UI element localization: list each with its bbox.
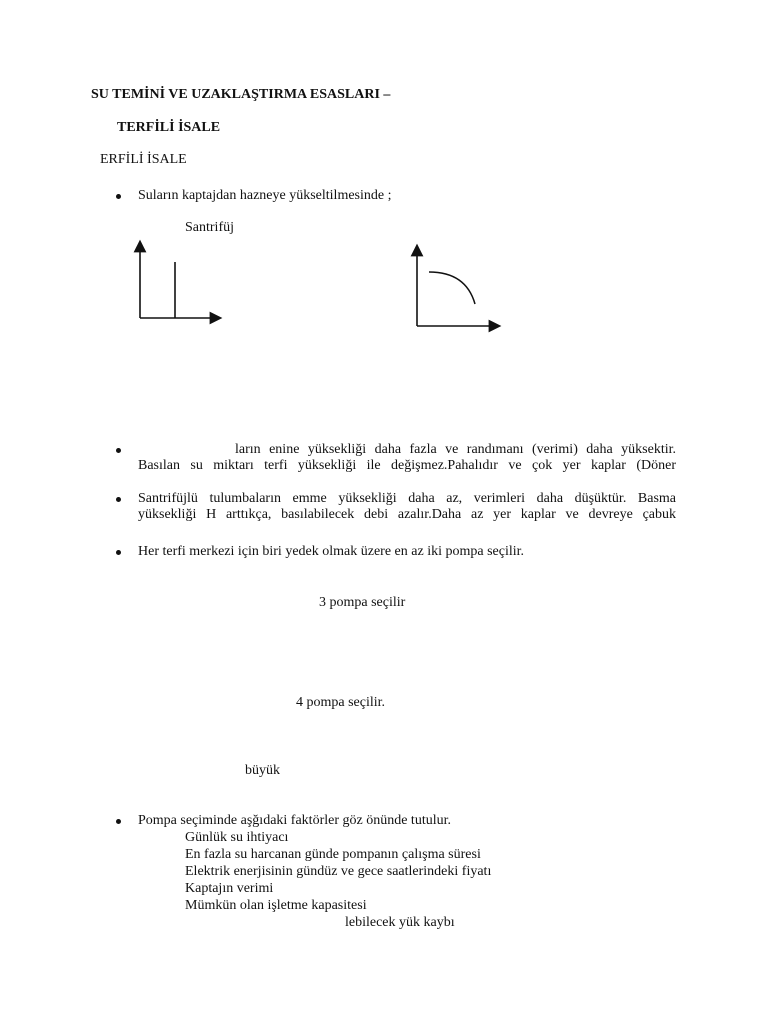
factor-item: Kaptajın verimi	[185, 881, 274, 896]
bullet-dot	[116, 194, 121, 199]
factor-item: Günlük su ihtiyacı	[185, 830, 289, 845]
section-subheading: ERFİLİ İSALE	[100, 152, 187, 167]
factor-item: En fazla su harcanan günde pompanın çalışma süresi	[185, 847, 481, 862]
factor-continuation: lebilecek yük kaybı	[345, 915, 455, 930]
note-three-pumps: 3 pompa seçilir	[319, 595, 406, 610]
chart-label: Santrifüj	[185, 220, 234, 235]
bullet-text-3: Santrifüjlü tulumbaların emme yüksekliği daha az, verimleri daha düşüktür. Basma yüksekliği H arttıkça, basılabilecek debi azalır.Daha az yer kaplar ve devreye çabuk	[138, 491, 676, 522]
factor-item: Elektrik enerjisinin gündüz ve gece saatlerindeki fiyatı	[185, 864, 492, 879]
bullet-dot	[116, 550, 121, 555]
bullet-text-4: Her terfi merkezi için biri yedek olmak üzere en az iki pompa seçilir.	[138, 544, 525, 559]
section-title: TERFİLİ İSALE	[117, 120, 221, 135]
bullet-dot	[116, 497, 121, 502]
bullet-text-5: Pompa seçiminde aşğıdaki faktörler göz önünde tutulur.	[138, 813, 451, 828]
bullet-text-1: Suların kaptajdan hazneye yükseltilmesinde ;	[138, 188, 392, 203]
axes-diagram-right	[408, 246, 498, 331]
bullet-dot	[116, 448, 121, 453]
note-four-pumps: 4 pompa seçilir.	[296, 695, 386, 710]
note-large: büyük	[245, 763, 280, 778]
factor-item: Mümkün olan işletme kapasitesi	[185, 898, 367, 913]
bullet-text-2: ların enine yüksekliği daha fazla ve randımanı (verimi) daha yüksektir. Basılan su miktarı terfi yüksekliği ile değişmez.Pahalıdır ve çok yer kaplar (Döner	[138, 442, 676, 473]
bullet-dot	[116, 819, 121, 824]
page-title: SU TEMİNİ VE UZAKLAŞTIRMA ESASLARI –	[91, 87, 391, 102]
axes-diagram-left	[130, 242, 220, 322]
